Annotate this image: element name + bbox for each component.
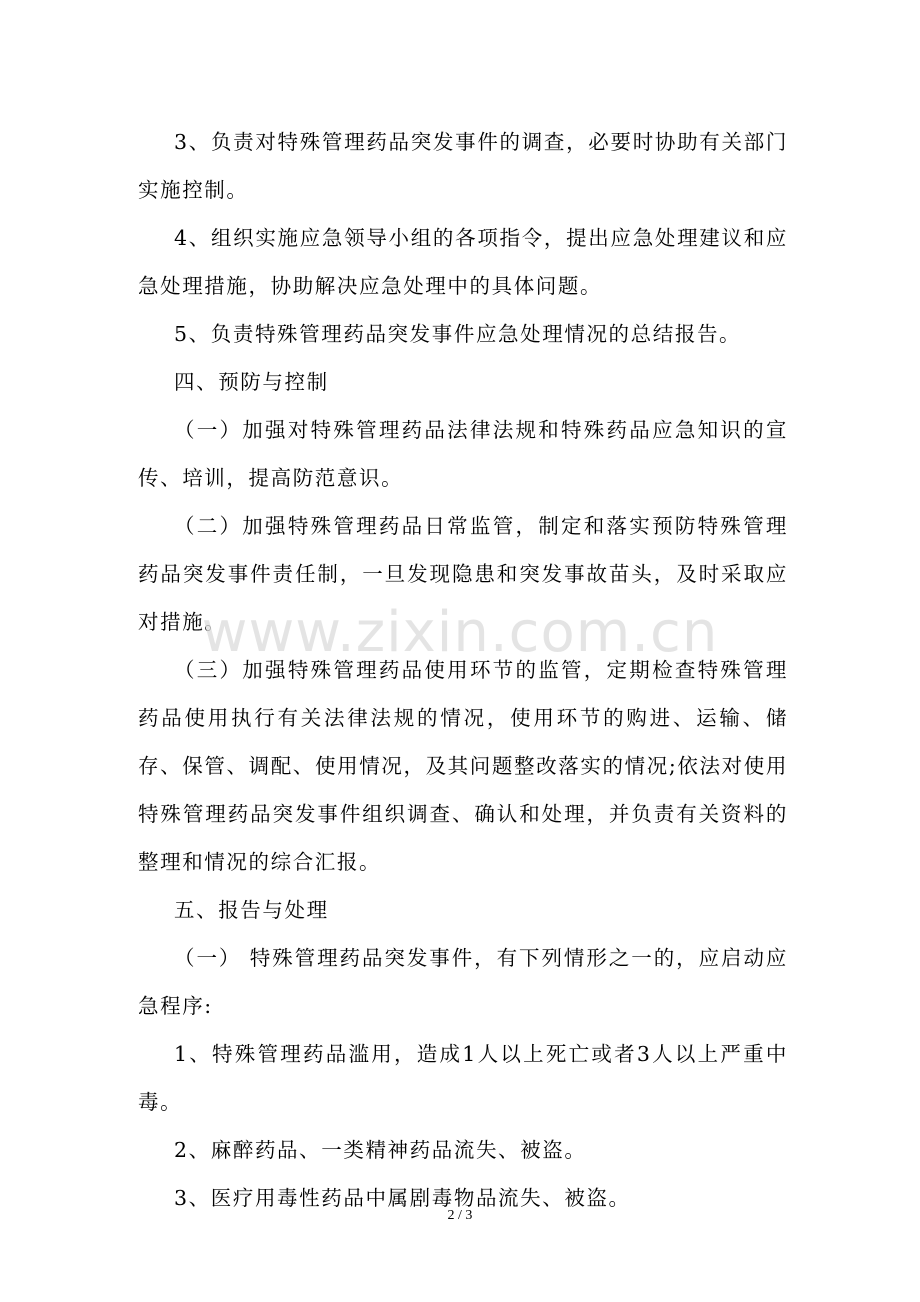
watermark: www.zixin.com.cn xyxy=(201,600,719,665)
list-item-1: 1、特殊管理药品滥用，造成1人以上死亡或者3人以上严重中毒。 xyxy=(138,1042,788,1114)
section-heading-prevention: 四、预防与控制 xyxy=(174,370,329,394)
section-heading-reporting: 五、报告与处理 xyxy=(174,898,329,922)
paragraph-duty-5: 5、负责特殊管理药品突发事件应急处理情况的总结报告。 xyxy=(174,322,742,346)
paragraph-duty-3: 3、负责对特殊管理药品突发事件的调查，必要时协助有关部门实施控制。 xyxy=(138,130,788,202)
list-item-2: 2、麻醉药品、一类精神药品流失、被盗。 xyxy=(174,1138,587,1162)
paragraph-prevention-2: （二）加强特殊管理药品日常监管，制定和落实预防特殊管理药品突发事件责任制，一旦发现隐患和突发事故苗头，及时采取应对措施。 xyxy=(138,514,788,634)
paragraph-duty-4: 4、组织实施应急领导小组的各项指令，提出应急处理建议和应急处理措施，协助解决应急处理中的具体问题。 xyxy=(138,226,788,298)
page-number: 2 / 3 xyxy=(447,1208,473,1223)
paragraph-prevention-3: （三）加强特殊管理药品使用环节的监管，定期检查特殊管理药品使用执行有关法律法规的情况，使用环节的购进、运输、储存、保管、调配、使用情况，及其问题整改落实的情况;依法对使用特殊管理药品突发事件组织调查、确认和处理，并负责有关资料的整理和情况的综合汇报。 xyxy=(138,658,788,874)
document-body xyxy=(138,118,788,1222)
paragraph-reporting-1: （一） 特殊管理药品突发事件，有下列情形之一的，应启动应急程序: xyxy=(138,946,788,1018)
list-item-3: 3、医疗用毒性药品中属剧毒物品流失、被盗。 xyxy=(174,1186,631,1210)
paragraph-prevention-1: （一）加强对特殊管理药品法律法规和特殊药品应急知识的宣传、培训，提高防范意识。 xyxy=(138,418,788,490)
